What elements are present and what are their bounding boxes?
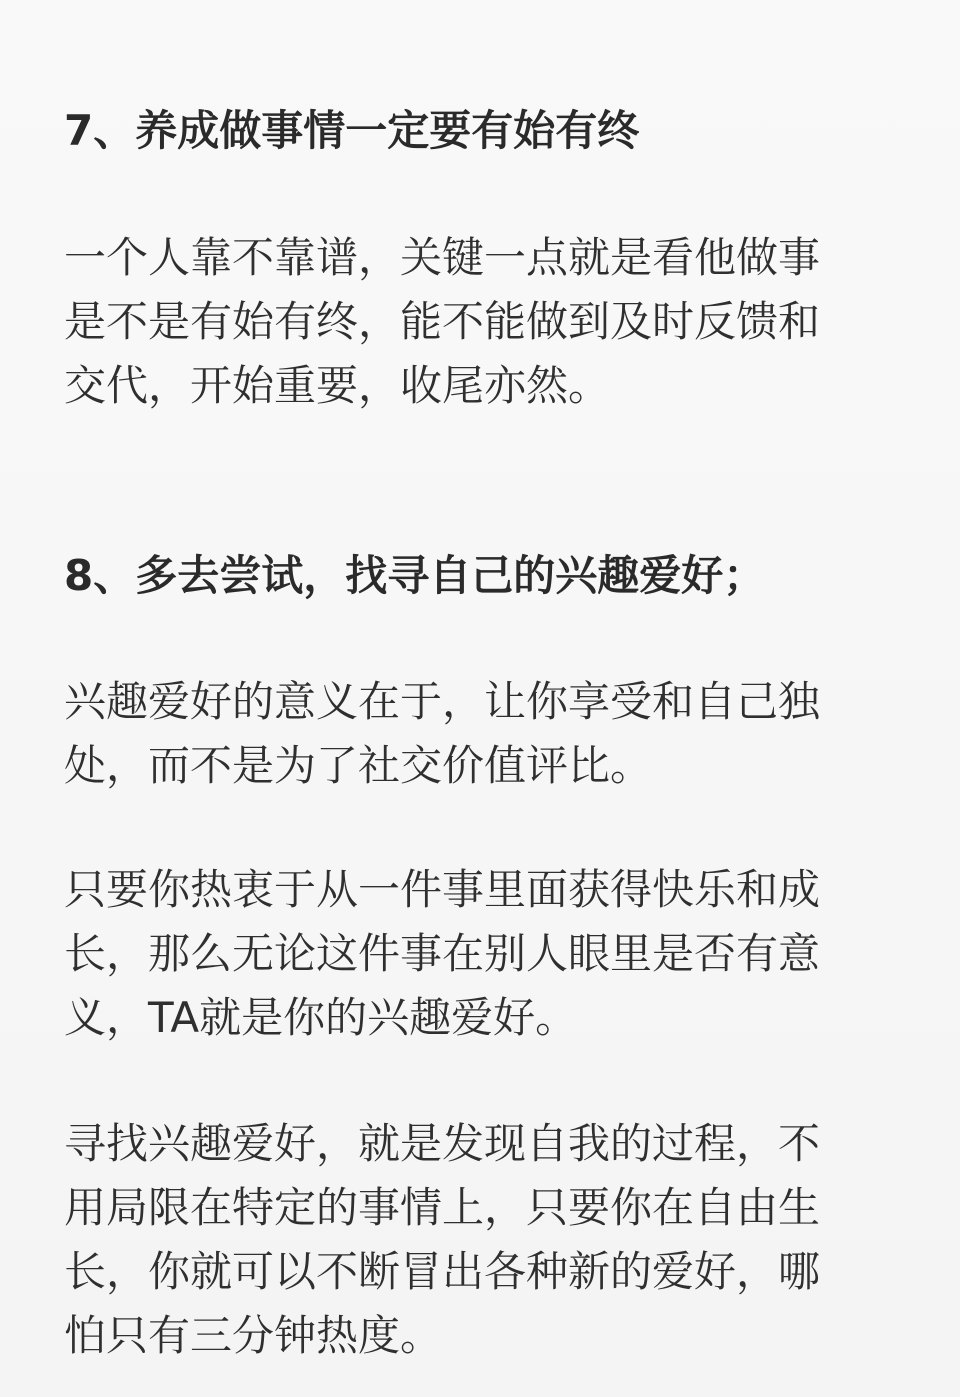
paragraph-line: 兴趣爱好的意义在于，让你享受和自己独 xyxy=(64,677,821,726)
paragraph-line: 怕只有三分钟热度。 xyxy=(64,1311,443,1360)
section-8-paragraph-1 xyxy=(64,670,884,798)
paragraph-line: 一个人靠不靠谱，关键一点就是看他做事 xyxy=(64,233,821,282)
paragraph-line: 只要你热衷于从一件事里面获得快乐和成 xyxy=(64,865,821,914)
section-7-paragraph xyxy=(64,226,884,418)
paragraph-line: 用局限在特定的事情上，只要你在自由生 xyxy=(64,1183,821,1232)
paragraph-line: 是不是有始有终，能不能做到及时反馈和 xyxy=(64,297,821,346)
paragraph-line: 长，你就可以不断冒出各种新的爱好，哪 xyxy=(64,1247,821,1296)
section-8-heading: 8、多去尝试，找寻自己的兴趣爱好； xyxy=(64,551,766,600)
paragraph-line: 处，而不是为了社交价值评比。 xyxy=(64,741,653,790)
paragraph-line: 交代，开始重要，收尾亦然。 xyxy=(64,361,611,410)
paragraph-line: 长，那么无论这件事在别人眼里是否有意 xyxy=(64,929,821,978)
paragraph-line: 寻找兴趣爱好，就是发现自我的过程，不 xyxy=(64,1119,821,1168)
paragraph-line: 义，TA就是你的兴趣爱好。 xyxy=(64,993,578,1042)
section-7-heading: 7、养成做事情一定要有始有终 xyxy=(64,106,640,155)
section-8-paragraph-3 xyxy=(64,1112,884,1368)
section-8-paragraph-2 xyxy=(64,858,884,1050)
